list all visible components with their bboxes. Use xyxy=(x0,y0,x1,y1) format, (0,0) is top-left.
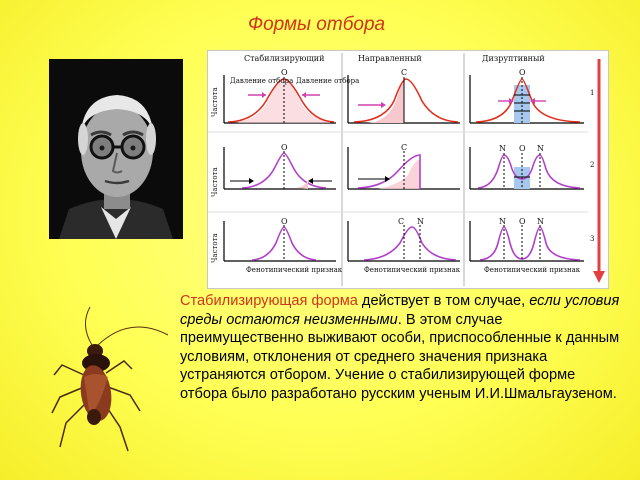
down-arrow-icon xyxy=(593,271,605,283)
cockroach-illustration xyxy=(50,305,172,455)
mark-n-r3c3-left: N xyxy=(499,217,506,226)
mark-n-r2c3-right: N xyxy=(537,144,544,153)
selection-diagram xyxy=(207,50,609,289)
pressure-label-left: Давление отбора xyxy=(230,77,294,85)
mark-n-r3c2: N xyxy=(417,217,424,226)
description-text xyxy=(180,292,620,404)
x-axis-label-col3: Фенотипический признак xyxy=(484,266,581,274)
mark-c-r2c2: С xyxy=(401,143,408,152)
portrait-photo xyxy=(49,59,183,239)
mark-o-r2c3: О xyxy=(519,144,526,153)
y-axis-label-row2: Частота xyxy=(211,167,219,197)
y-axis-label-row1: Частота xyxy=(211,87,219,117)
mark-o-r1c3: О xyxy=(519,68,526,77)
column-title-directional: Направленный xyxy=(358,54,422,63)
row-number-3: 3 xyxy=(590,235,595,243)
row-number-2: 2 xyxy=(590,161,595,169)
italic-condition: если условия среды остаются неизменными xyxy=(180,293,620,328)
mark-c-r1c2: С xyxy=(401,68,408,77)
highlight-term: Стабилизирующая форма xyxy=(180,293,358,309)
x-axis-label-col1: Фенотипический признак xyxy=(246,266,343,274)
mark-n-r2c3-left: N xyxy=(499,144,506,153)
mark-o-r3c3: О xyxy=(519,217,526,226)
mark-c-r3c2: С xyxy=(398,217,405,226)
text-part-2: . В этом случае преимущественно выживают особи, приспособленные к данным условиям, отклонения от среднего значения признака устраняются отбором. Учение о стабилизирующей форме отбора было разработано русским ученым И.И.Шмальгаузеном. xyxy=(180,311,620,402)
slide-title: Формы отбора xyxy=(248,14,386,35)
column-title-stabilizing: Стабилизирующий xyxy=(244,54,325,63)
row-number-1: 1 xyxy=(590,89,595,97)
pressure-label-right: Давление отбора xyxy=(296,77,360,85)
mark-n-r3c3-right: N xyxy=(537,217,544,226)
mark-o-r1c1: О xyxy=(281,68,288,77)
y-axis-label-row3: Частота xyxy=(211,233,219,263)
mark-o-r3c1: О xyxy=(281,217,288,226)
x-axis-label-col2: Фенотипический признак xyxy=(364,266,461,274)
text-part-1: действует в том случае, xyxy=(357,293,530,309)
mark-o-r2c1: О xyxy=(281,143,288,152)
column-title-disruptive: Дизруптивный xyxy=(482,54,545,63)
